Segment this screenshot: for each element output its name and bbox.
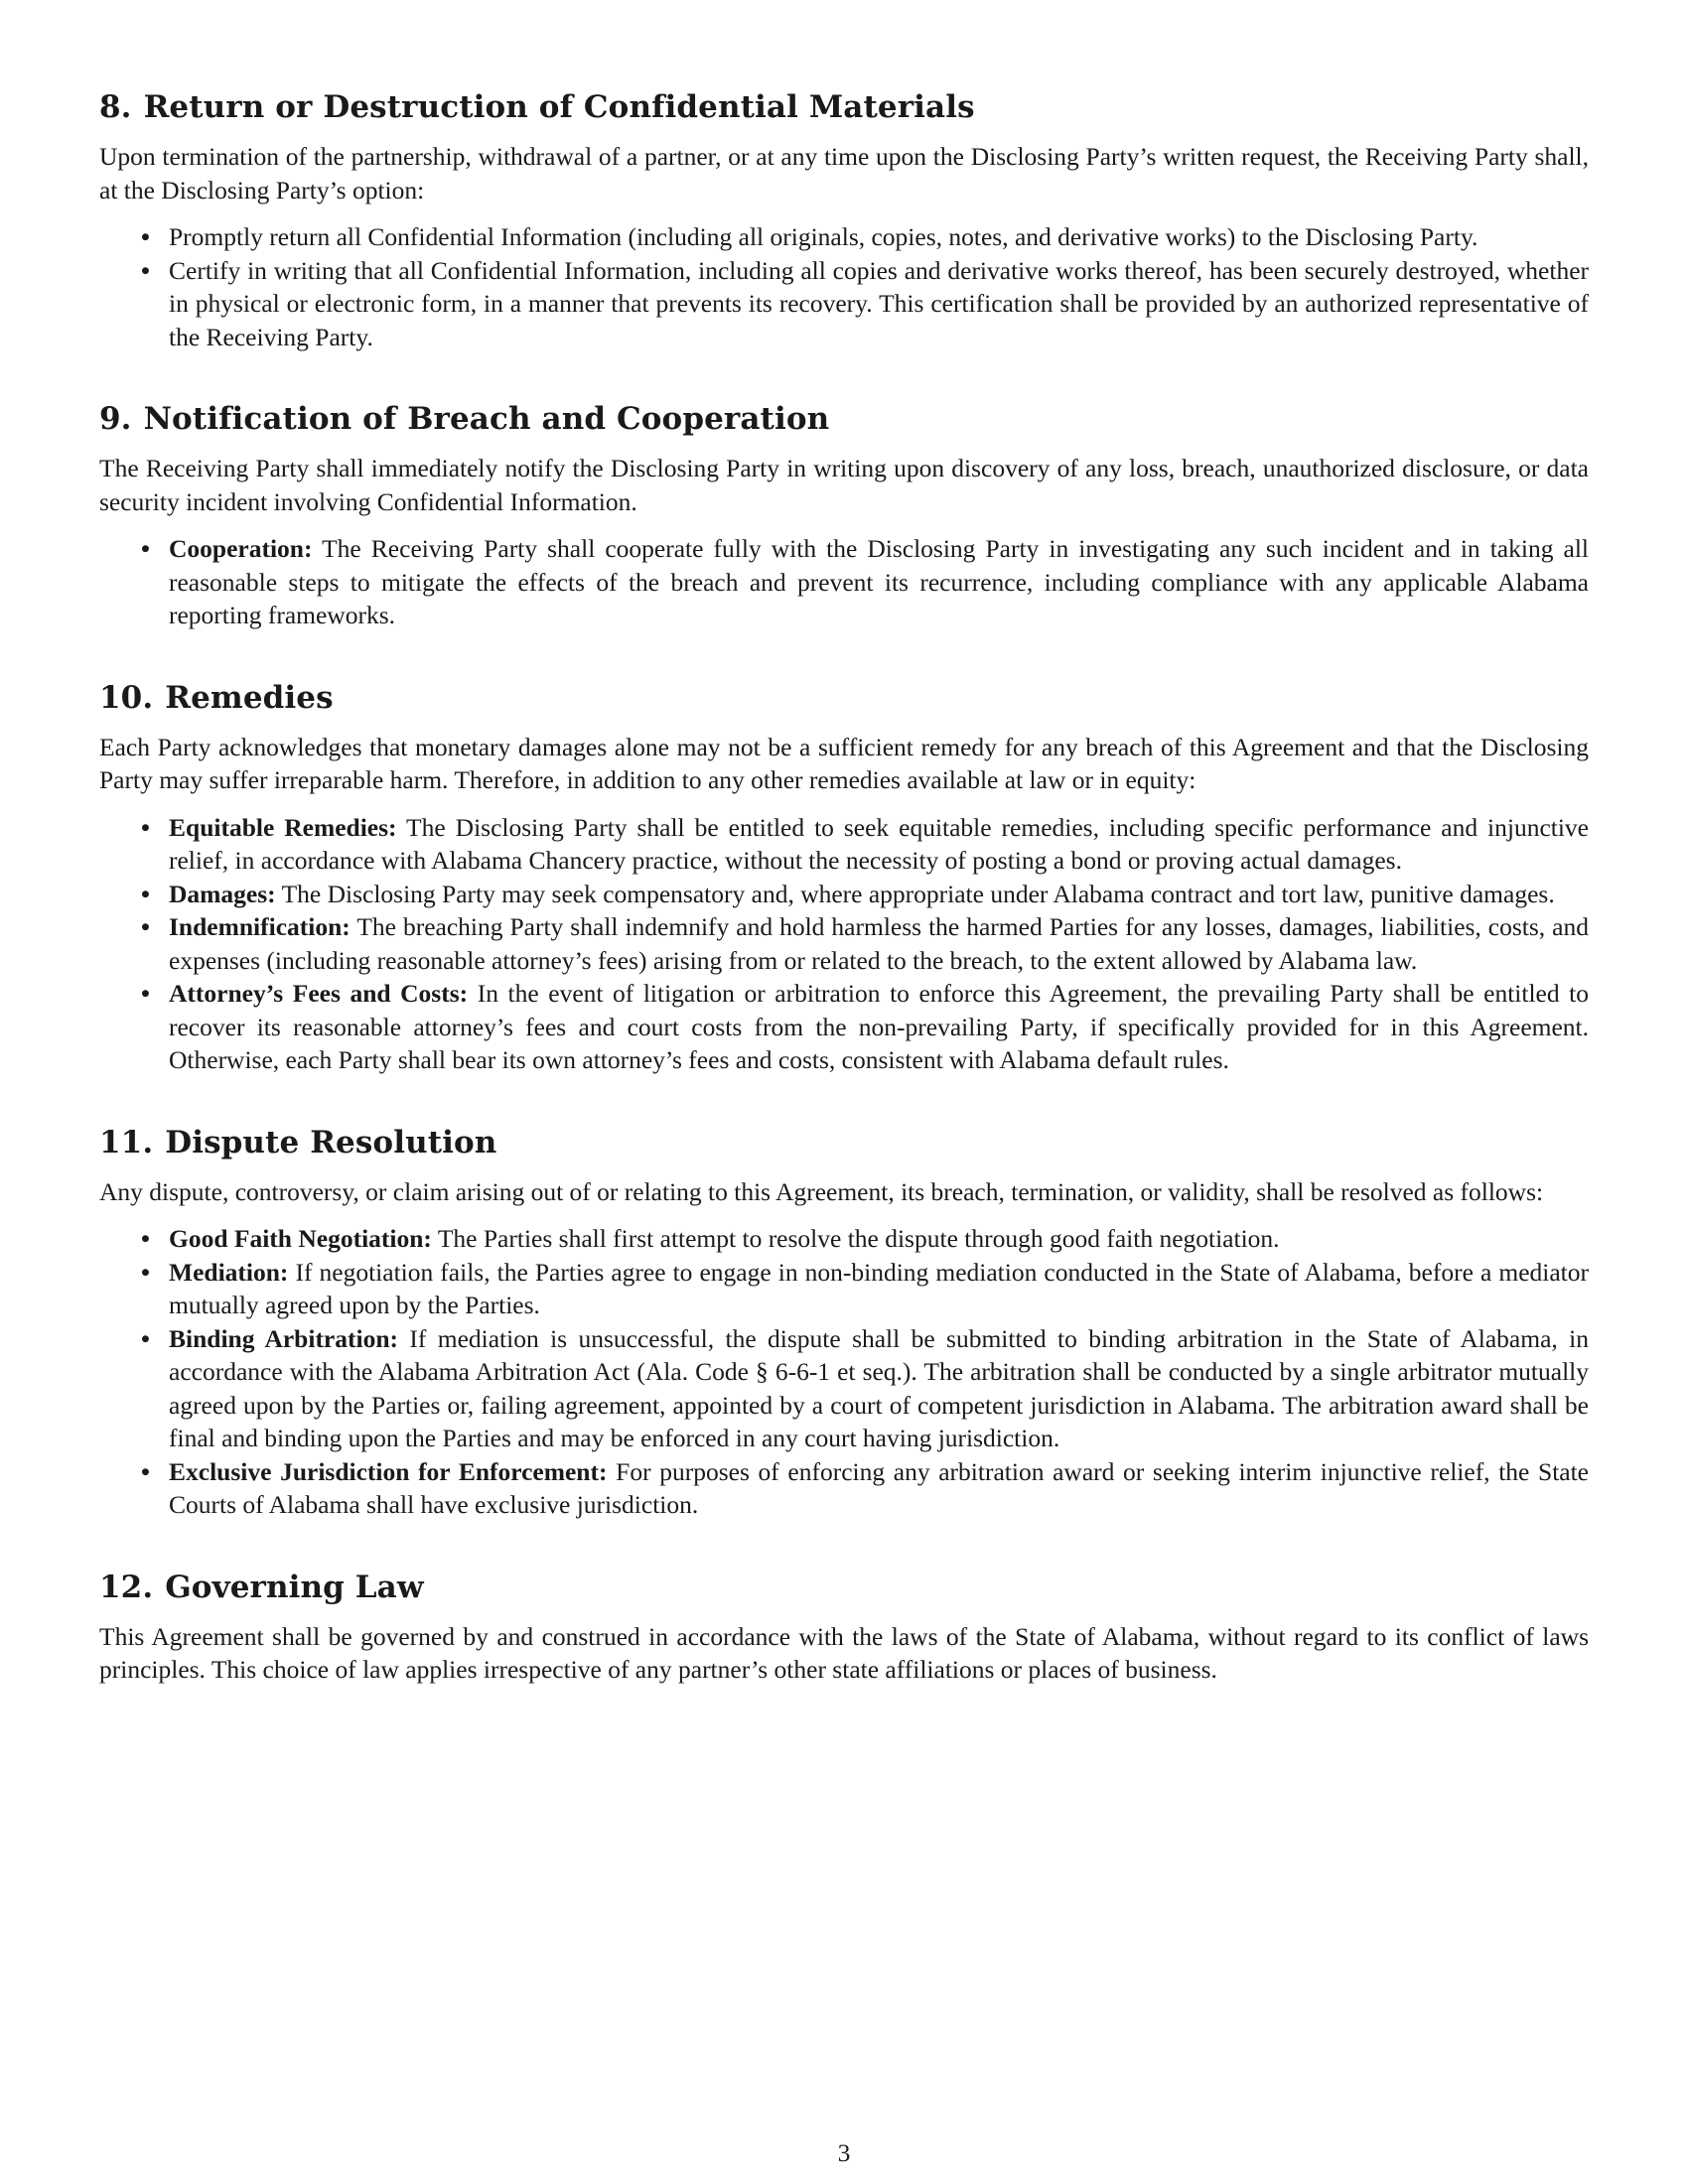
list-item <box>141 532 1589 632</box>
section-9 <box>99 399 1589 632</box>
section-number: 10. <box>99 679 154 716</box>
item-text: Certify in writing that all Confidential Information, including all copies and derivative works thereof, has been securely destroyed, whether in physical or electronic form, in a manner that prevents its recovery. This certification shall be provided by an authorized representative of the Receiving Party. <box>169 255 1589 351</box>
document-page <box>99 87 1589 1732</box>
section-intro: Any dispute, controversy, or claim arising out of or relating to this Agreement, its breach, termination, or validity, shall be resolved as follows: <box>99 1176 1544 1206</box>
bullet-list <box>99 1222 1589 1522</box>
section-title: Notification of Breach and Cooperation <box>143 401 830 437</box>
item-lead: Good Faith Negotiation: <box>169 1224 432 1253</box>
bullet-list <box>99 811 1589 1077</box>
section-number: 8. <box>99 89 132 125</box>
bullet-list <box>99 532 1589 632</box>
list-item <box>141 1222 1589 1256</box>
bullet-icon: • <box>141 1257 150 1287</box>
list-item <box>141 878 1589 911</box>
section-intro: This Agreement shall be governed by and construed in accordance with the laws of the State of Alabama, without regard to its conflict of laws principles. This choice of law applies irrespective of any partner’s other state affiliations or places of business. <box>99 1621 1589 1684</box>
item-text: If negotiation fails, the Parties agree to engage in non-binding mediation conducted in the State of Alabama, before a mediator mutually agreed upon by the Parties. <box>169 1257 1589 1319</box>
item-text: The Disclosing Party may seek compensatory and, where appropriate under Alabama contract and tort law, punitive damages. <box>281 879 1555 908</box>
bullet-icon: • <box>141 979 150 1008</box>
section-12 <box>99 1568 1589 1687</box>
list-item <box>141 910 1589 977</box>
item-lead: Mediation: <box>169 1257 289 1287</box>
list-item <box>141 977 1590 1077</box>
bullet-icon: • <box>141 1224 150 1253</box>
item-text: Promptly return all Confidential Information (including all originals, copies, notes, and derivative works) to the Disclosing Party. <box>169 222 1478 251</box>
page-number: 3 <box>837 2138 851 2167</box>
list-item <box>141 811 1590 878</box>
section-heading <box>99 1123 1589 1162</box>
list-item <box>141 1455 1589 1522</box>
section-heading <box>99 87 1589 127</box>
bullet-icon: • <box>141 912 150 941</box>
item-text: The Disclosing Party shall be entitled to seek equitable remedies, including specific performance and injunctive relief, in accordance with Alabama Chancery practice, without the necessity of posting a bond or proving actual damages. <box>169 812 1590 875</box>
item-text: The breaching Party shall indemnify and hold harmless the harmed Parties for any losses, damages, liabilities, costs, and expenses (including reasonable attorney’s fees) arising from or related to the breach, to the extent allowed by Alabama law. <box>169 912 1589 975</box>
section-title: Return or Destruction of Confidential Materials <box>143 89 975 125</box>
bullet-icon: • <box>141 1456 150 1486</box>
item-text: For purposes of enforcing any arbitration award or seeking interim injunctive relief, the State Courts of Alabama shall have exclusive jurisdiction. <box>169 1456 1589 1519</box>
section-number: 12. <box>99 1569 154 1605</box>
section-title: Governing Law <box>165 1569 424 1605</box>
item-lead: Cooperation: <box>169 534 313 563</box>
item-lead: Binding Arbitration: <box>169 1323 398 1353</box>
list-item <box>141 1322 1589 1455</box>
section-heading <box>99 1568 1589 1607</box>
bullet-icon: • <box>141 812 150 842</box>
section-10 <box>99 678 1589 1077</box>
item-text: The Parties shall first attempt to resolve the dispute through good faith negotiation. <box>437 1224 1280 1253</box>
item-lead: Indemnification: <box>169 912 351 941</box>
item-text: In the event of litigation or arbitration to enforce this Agreement, the prevailing Party shall be entitled to recover its reasonable attorney’s fees and court costs from the non-prevailing Party, if specifically provided for in this Agreement. Otherwise, each Party shall bear its own attorney’s fees and costs, consistent with Alabama default rules. <box>169 979 1590 1074</box>
bullet-icon: • <box>141 222 150 251</box>
item-lead: Exclusive Jurisdiction for Enforcement: <box>169 1456 608 1486</box>
section-heading <box>99 399 1589 439</box>
item-lead: Damages: <box>169 879 276 908</box>
list-item <box>141 254 1589 354</box>
section-title: Dispute Resolution <box>165 1124 497 1160</box>
section-11 <box>99 1123 1589 1522</box>
bullet-icon: • <box>141 255 150 285</box>
bullet-icon: • <box>141 534 150 563</box>
item-lead: Attorney’s Fees and Costs: <box>169 979 469 1008</box>
item-lead: Equitable Remedies: <box>169 812 397 842</box>
item-text: The Receiving Party shall cooperate fully with the Disclosing Party in investigating any such incident and in taking all reasonable steps to mitigate the effects of the breach and prevent its recurrence, including compliance with any applicable Alabama reporting frameworks. <box>169 534 1589 629</box>
section-title: Remedies <box>165 679 334 716</box>
section-intro: Upon termination of the partnership, withdrawal of a partner, or at any time upon the Disclosing Party’s written request, the Receiving Party shall, at the Disclosing Party’s option: <box>99 142 1589 205</box>
item-text: If mediation is unsuccessful, the dispute shall be submitted to binding arbitration in the State of Alabama, in accordance with the Alabama Arbitration Act (Ala. Code § 6-6-1 et seq.). The arbitration shall be conducted by a single arbitrator mutually agreed upon by the Parties or, failing agreement, appointed by a court of competent jurisdiction in Alabama. The arbitration award shall be final and binding upon the Parties and may be enforced in any court having jurisdiction. <box>169 1323 1589 1452</box>
bullet-icon: • <box>141 879 150 908</box>
section-number: 9. <box>99 401 132 437</box>
list-item <box>141 1256 1589 1322</box>
bullet-icon: • <box>141 1323 150 1353</box>
section-8 <box>99 87 1589 353</box>
section-intro: The Receiving Party shall immediately notify the Disclosing Party in writing upon discovery of any loss, breach, unauthorized disclosure, or data security incident involving Confidential Information. <box>99 454 1589 516</box>
section-intro: Each Party acknowledges that monetary damages alone may not be a sufficient remedy for any breach of this Agreement and that the Disclosing Party may suffer irreparable harm. Therefore, in addition to any other remedies available at law or in equity: <box>99 732 1589 794</box>
section-heading <box>99 678 1589 718</box>
section-number: 11. <box>99 1124 154 1160</box>
list-item <box>141 220 1589 254</box>
bullet-list <box>99 220 1589 353</box>
